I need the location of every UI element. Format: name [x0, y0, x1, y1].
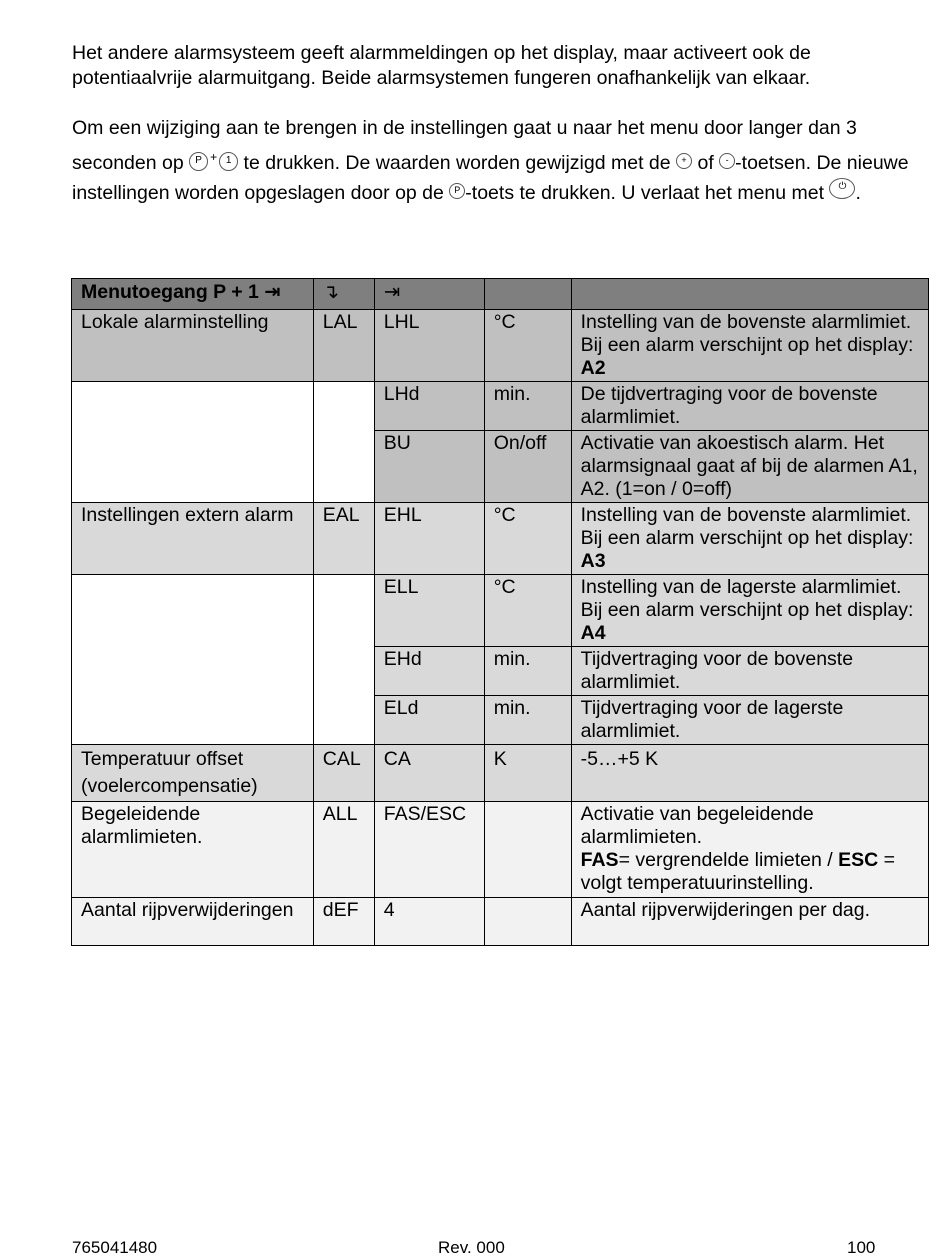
cell-group-empty — [72, 575, 314, 745]
cell-unit: K — [484, 745, 571, 802]
p2-text-end: . — [855, 182, 861, 204]
desc-text: Activatie van begeleidende alarmlimieten. — [580, 803, 814, 848]
cell-description: Tijdvertraging voor de bovenste alarmlimiet. — [571, 647, 928, 696]
table-row — [72, 382, 929, 431]
cell-unit: °C — [484, 503, 571, 575]
cell-code: ALL — [313, 802, 374, 898]
power-key-icon: ⏻ — [829, 178, 855, 199]
p-key-icon-2: P — [449, 183, 465, 199]
cell-param: BU — [374, 431, 484, 503]
cell-description — [571, 503, 928, 575]
fas-label: FAS — [580, 849, 619, 871]
desc-text: Instelling van de lagerste alarmlimiet. Bij een alarm verschijnt op het display: — [580, 576, 914, 621]
cell-unit: On/off — [484, 431, 571, 503]
p2-text-a: Om een wijziging aan te brengen in de instellingen gaat u naar het menu door langer dan 3 seconden op — [72, 117, 857, 174]
footer-doc-number: 765041480 — [72, 1238, 158, 1257]
cell-description: Aantal rijpverwijderingen per dag. — [571, 898, 928, 946]
display-code: A3 — [580, 550, 606, 572]
cell-param: FAS/ESC — [374, 802, 484, 898]
cell-description: -5…+5 K — [571, 745, 928, 802]
cell-description — [571, 575, 928, 647]
cell-code: CAL — [313, 745, 374, 802]
header-param-arrow: ⇥ — [374, 279, 484, 310]
table-row — [72, 503, 929, 575]
table-row — [72, 310, 929, 382]
table-row — [72, 575, 929, 647]
fas-text: = vergrendelde limieten / — [618, 849, 839, 871]
cell-group: Lokale alarminstelling — [72, 310, 314, 382]
footer-page-number: 100 — [847, 1238, 876, 1257]
desc-text: Instelling van de bovenste alarmlimiet. Bij een alarm verschijnt op het display: — [580, 504, 914, 549]
cell-code-empty — [313, 575, 374, 745]
cell-description: Tijdvertraging voor de lagerste alarmlimiet. — [571, 696, 928, 745]
table-row — [72, 898, 929, 946]
one-key-icon: 1 — [219, 152, 238, 171]
cell-unit — [484, 802, 571, 898]
p2-text-c: of — [697, 152, 714, 174]
intro-paragraph-1: Het andere alarmsysteem geeft alarmmeldingen op het display, maar activeert ook de potentiaalvrije alarmuitgang. Beide alarmsystemen fungeren onafhankelijk van elkaar. — [72, 42, 811, 90]
header-menu-access: Menutoegang P + 1 ⇥ — [72, 279, 314, 310]
table-row — [72, 802, 929, 898]
table-header-row — [72, 279, 929, 310]
cell-unit: min. — [484, 696, 571, 745]
p2-text-d: -toetsen. De nieuwe instellingen worden opgeslagen door op de — [72, 152, 909, 204]
cell-param: LHd — [374, 382, 484, 431]
esc-text: = volgt temperatuurinstelling. — [580, 849, 895, 894]
cell-description: Activatie van akoestisch alarm. Het alarmsignaal gaat af bij de alarmen A1, A2. (1=on / 0=off) — [571, 431, 928, 503]
p2-text-b: te drukken. De waarden worden gewijzigd met de — [243, 152, 671, 174]
cell-group: Begeleidende alarmlimieten. — [72, 802, 314, 898]
cell-unit: °C — [484, 575, 571, 647]
cell-group-empty — [72, 382, 314, 503]
esc-label: ESC — [838, 849, 879, 871]
alarm-settings-table — [71, 278, 929, 946]
cell-unit: min. — [484, 647, 571, 696]
cell-group: Instellingen extern alarm — [72, 503, 314, 575]
plus-sign: + — [210, 150, 218, 164]
cell-unit: min. — [484, 382, 571, 431]
cell-code: LAL — [313, 310, 374, 382]
table-row — [72, 745, 929, 802]
cell-description: De tijdvertraging voor de bovenste alarmlimiet. — [571, 382, 928, 431]
cell-unit — [484, 898, 571, 946]
cell-code: dEF — [313, 898, 374, 946]
cell-unit: °C — [484, 310, 571, 382]
cell-param: CA — [374, 745, 484, 802]
intro-paragraph-2 — [72, 114, 922, 208]
p-key-icon: P — [189, 152, 208, 171]
cell-code-empty — [313, 382, 374, 503]
cell-code: EAL — [313, 503, 374, 575]
cell-param: LHL — [374, 310, 484, 382]
header-unit — [484, 279, 571, 310]
cell-param: ELd — [374, 696, 484, 745]
header-code-arrow: ↴ — [313, 279, 374, 310]
header-description — [571, 279, 928, 310]
cell-description — [571, 310, 928, 382]
display-code: A4 — [580, 622, 606, 644]
plus-key-icon: + — [676, 153, 692, 169]
p2-text-e: -toets te drukken. U verlaat het menu met — [465, 182, 825, 204]
footer-revision: Rev. 000 — [438, 1238, 505, 1257]
cell-param: EHL — [374, 503, 484, 575]
cell-param: EHd — [374, 647, 484, 696]
cell-description — [571, 802, 928, 898]
desc-text: Instelling van de bovenste alarmlimiet. Bij een alarm verschijnt op het display: — [580, 311, 914, 356]
cell-param: ELL — [374, 575, 484, 647]
minus-key-icon: - — [719, 153, 735, 169]
cell-group: Aantal rijpverwijderingen — [72, 898, 314, 946]
display-code: A2 — [580, 357, 606, 379]
cell-group: Temperatuur offset (voelercompensatie) — [72, 745, 314, 802]
cell-param: 4 — [374, 898, 484, 946]
